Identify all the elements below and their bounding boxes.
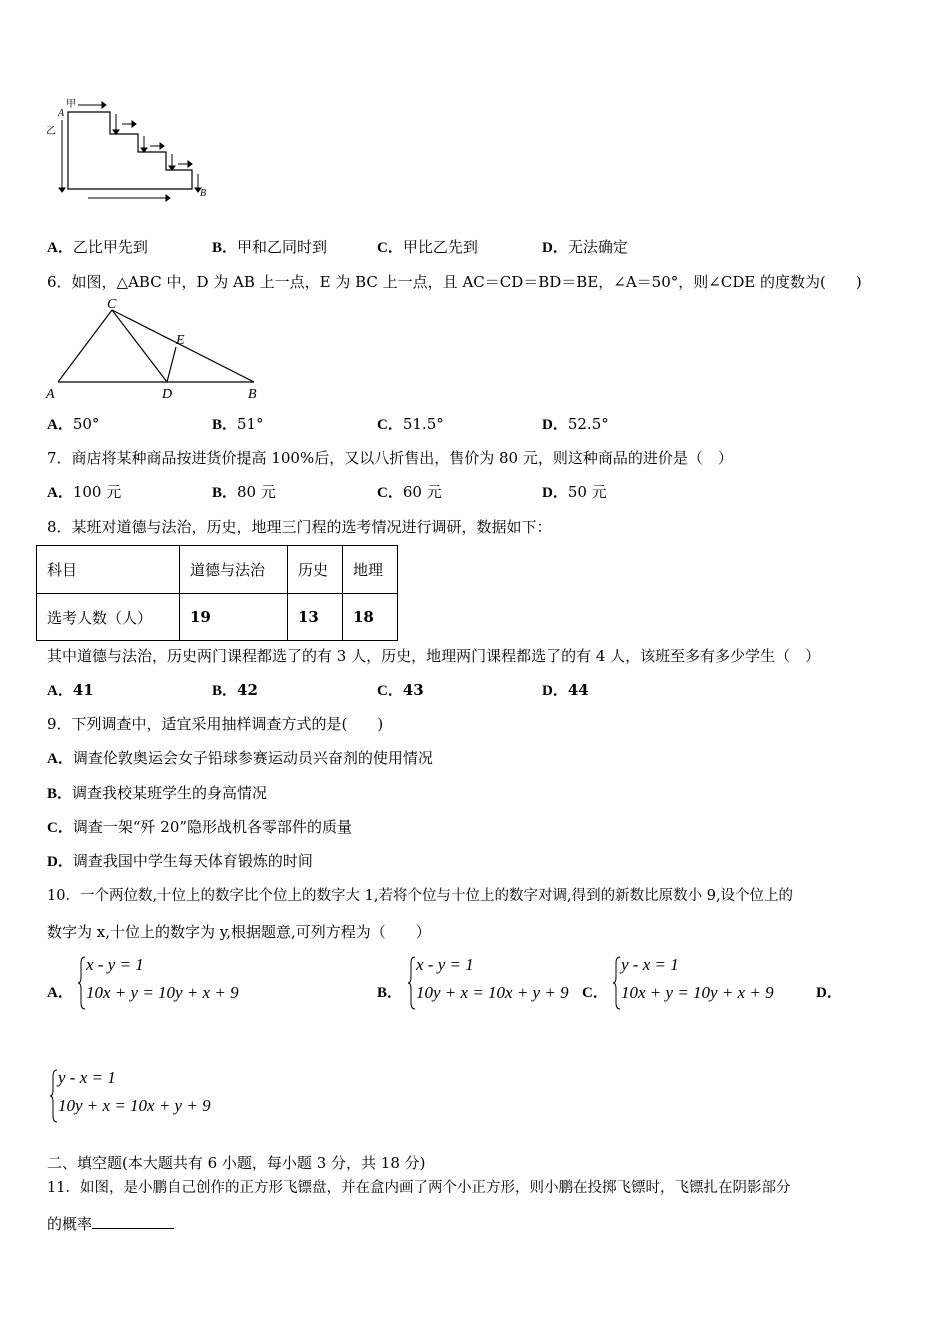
- q5-option-b: B．甲和乙同时到: [212, 238, 328, 256]
- q8-option-c: C．43: [377, 681, 424, 699]
- table-header-row: [37, 546, 398, 594]
- brace-icon: [50, 1068, 58, 1124]
- table-cell: 18: [343, 594, 398, 641]
- label-a: A: [58, 108, 65, 119]
- q10-option-c-label: C．: [582, 985, 608, 1001]
- label-b: B: [200, 188, 207, 199]
- q8-stem: 8．某班对道德与法治，历史，地理三门程的选考情况进行调研，数据如下：: [47, 518, 552, 536]
- q6-option-a: A．50°: [47, 415, 100, 433]
- q6-option-d: D．52.5°: [542, 415, 609, 433]
- equation-2: 10y + x = 10x + y + 9: [416, 983, 569, 1002]
- q10-option-a-system: [78, 955, 268, 1011]
- equation-2: 10x + y = 10y + x + 9: [621, 983, 774, 1002]
- vertex-b: B: [248, 387, 257, 402]
- q10-option-b-label: B．: [377, 985, 403, 1001]
- table-cell: 科目: [37, 546, 180, 594]
- q11-stem2: [47, 1213, 174, 1234]
- brace-icon: [613, 955, 621, 1011]
- table-cell: 历史: [288, 546, 343, 594]
- q10-option-d-system: [50, 1068, 240, 1124]
- q7-option-c: C．60 元: [377, 483, 442, 501]
- q10-option-b-system: [408, 955, 583, 1011]
- q11-stem1: 11．如图，是小鹏自己创作的正方形飞镖盘，并在盒内画了两个小正方形，则小鹏在投掷飞镖时，飞镖扎在阴影部分: [47, 1180, 791, 1196]
- q10-option-d-label: D．: [816, 985, 842, 1001]
- vertex-c: C: [107, 297, 117, 312]
- q6-option-b: B．51°: [212, 415, 264, 433]
- table-cell: 19: [180, 594, 288, 641]
- equation-1: x - y = 1: [416, 955, 474, 974]
- q11-stem2-text: 的概率: [47, 1215, 93, 1233]
- table-cell: 13: [288, 594, 343, 641]
- q9-option-d: D．调查我国中学生每天体育锻炼的时间: [47, 852, 313, 870]
- equation-1: y - x = 1: [621, 955, 679, 974]
- q5-option-d: D．无法确定: [542, 238, 628, 256]
- q7-option-d: D．50 元: [542, 483, 607, 501]
- q9-option-c: C．调查一架“歼 20”隐形战机各零部件的质量: [47, 818, 353, 836]
- q6-option-c: C．51.5°: [377, 415, 444, 433]
- survey-table: [36, 545, 398, 641]
- brace-icon: [78, 955, 86, 1011]
- equation-1: y - x = 1: [58, 1068, 116, 1087]
- q8-option-d: D．44: [542, 681, 589, 699]
- q10-stem2: 数字为 x,十位上的数字为 y,根据题意,可列方程为（ ）: [47, 923, 431, 941]
- table-row: [37, 594, 398, 641]
- q9-option-b: B．调查我校某班学生的身高情况: [47, 784, 268, 802]
- table-cell: 道德与法治: [180, 546, 288, 594]
- vertex-d: D: [162, 387, 173, 402]
- q10-option-c-system: [613, 955, 803, 1011]
- q8-option-b: B．42: [212, 681, 258, 699]
- vertex-a: A: [46, 387, 55, 402]
- q10-stem1: 10．一个两位数,十位上的数字比个位上的数字大 1,若将个位与十位上的数字对调,得到的新数比原数小 9,设个位上的: [47, 888, 794, 904]
- triangle-figure: [40, 296, 270, 404]
- q8-stem2: 其中道德与法治，历史两门课程都选了的有 3 人，历史，地理两门课程都选了的有 4 人，该班至多有多少学生（ ）: [47, 647, 821, 665]
- q5-option-c: C．甲比乙先到: [377, 238, 478, 256]
- equation-2: 10x + y = 10y + x + 9: [86, 983, 239, 1002]
- vertex-e: E: [176, 333, 185, 348]
- table-cell: 地理: [343, 546, 398, 594]
- q10-option-a-label: A．: [47, 985, 73, 1001]
- q6-stem: 6．如图，△ABC 中，D 为 AB 上一点，E 为 BC 上一点，且 AC＝CD＝BD＝BE，∠A＝50°，则∠CDE 的度数为( ): [47, 273, 862, 291]
- table-cell: 选考人数（人）: [37, 594, 180, 641]
- section-title: 二、填空题(本大题共有 6 小题，每小题 3 分，共 18 分): [47, 1154, 426, 1172]
- q7-stem: 7．商店将某种商品按进货价提高 100%后，又以八折售出，售价为 80 元，则这种商品的进价是（ ）: [47, 449, 733, 467]
- q8-option-a: A．41: [47, 681, 94, 699]
- q9-option-a: A．调查伦敦奥运会女子铅球参赛运动员兴奋剂的使用情况: [47, 749, 433, 767]
- q7-option-b: B．80 元: [212, 483, 276, 501]
- answer-blank[interactable]: [92, 1214, 174, 1229]
- equation-1: x - y = 1: [86, 955, 144, 974]
- equation-2: 10y + x = 10x + y + 9: [58, 1096, 211, 1115]
- q7-option-a: A．100 元: [47, 483, 122, 501]
- brace-icon: [408, 955, 416, 1011]
- q5-option-a: A．乙比甲先到: [47, 238, 148, 256]
- stairs-figure: [40, 92, 220, 204]
- label-jia: 甲: [66, 99, 76, 110]
- q9-stem: 9．下列调查中，适宜采用抽样调查方式的是( ): [47, 715, 384, 733]
- label-yi: 乙: [46, 126, 56, 137]
